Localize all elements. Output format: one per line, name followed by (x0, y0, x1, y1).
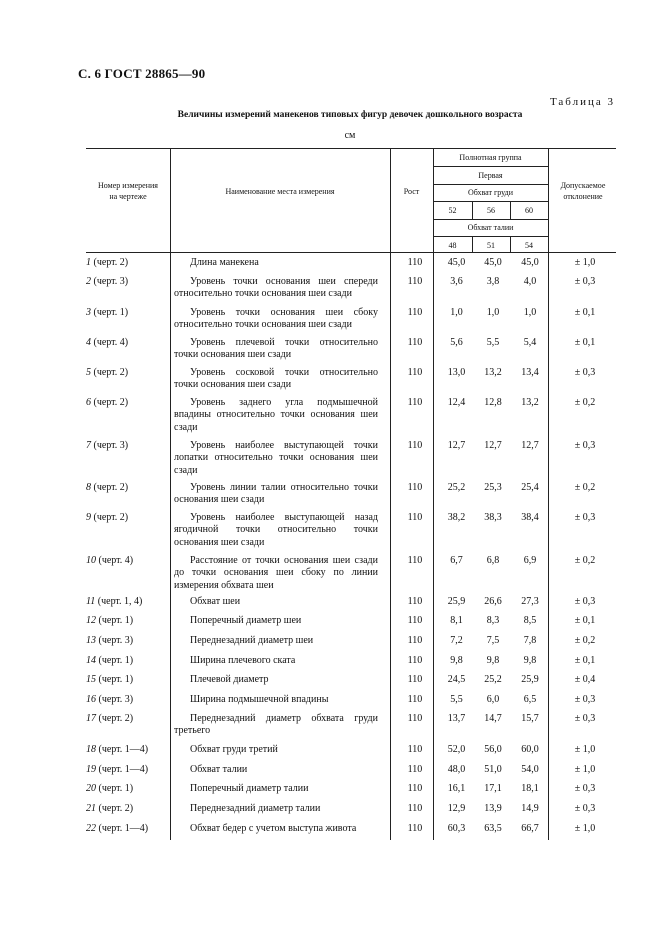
row-number: 2 (черт. 3) (86, 276, 129, 287)
column-divider (390, 148, 391, 252)
row-name: Уровень точки основания шеи спереди относительно точки основания шеи сзади (174, 276, 378, 300)
row-deviation: ± 0,2 (574, 635, 596, 646)
row-height: 110 (407, 655, 423, 666)
row-number: 14 (черт. 1) (86, 655, 134, 666)
row-value: 12,4 (447, 397, 466, 408)
header-rule (433, 236, 548, 237)
row-value: 1,0 (486, 307, 500, 318)
row-name: Поперечный диаметр шеи (190, 615, 302, 626)
row-value: 3,6 (450, 276, 463, 287)
row-height: 110 (407, 337, 423, 348)
row-number: 7 (черт. 3) (86, 440, 129, 451)
row-name: Обхват талии (190, 764, 248, 775)
row-value: 15,7 (521, 713, 539, 724)
row-deviation: ± 0,2 (574, 397, 596, 408)
row-number: 20 (черт. 1) (86, 783, 134, 794)
row-height: 110 (407, 307, 423, 318)
row-height: 110 (407, 674, 423, 685)
row-number: 10 (черт. 4) (86, 555, 134, 566)
header-waist-48: 48 (448, 241, 457, 250)
row-height: 110 (407, 803, 423, 814)
row-name: Длина манекена (190, 257, 259, 268)
row-value: 25,9 (447, 596, 466, 607)
row-name: Расстояние от точки основания шеи сзади до точки основания шеи сбоку по линии измерения обхвата шеи (174, 555, 378, 591)
row-value: 14,7 (484, 713, 502, 724)
header-rule (433, 201, 548, 202)
row-value: 12,8 (484, 397, 502, 408)
row-value: 12,7 (447, 440, 466, 451)
row-value: 45,0 (447, 257, 466, 268)
row-number: 12 (черт. 1) (86, 615, 134, 626)
header-first: Первая (478, 171, 503, 180)
row-value: 27,3 (521, 596, 539, 607)
row-number: 15 (черт. 1) (86, 674, 134, 685)
row-value: 24,5 (447, 674, 466, 685)
row-height: 110 (407, 694, 423, 705)
row-number: 1 (черт. 2) (86, 257, 129, 268)
row-value: 12,7 (521, 440, 539, 451)
row-number: 18 (черт. 1—4) (86, 744, 149, 755)
row-height: 110 (407, 397, 423, 408)
row-value: 6,7 (450, 555, 463, 566)
table-top-rule (86, 148, 616, 149)
row-height: 110 (407, 482, 423, 493)
row-value: 3,8 (486, 276, 500, 287)
table-title: Величины измерений манекенов типовых фигур девочек дошкольного возраста (177, 110, 523, 120)
row-value: 38,4 (521, 512, 539, 523)
row-height: 110 (407, 367, 423, 378)
row-deviation: ± 0,1 (574, 307, 596, 318)
header-waist-54: 54 (525, 241, 533, 250)
row-value: 48,0 (447, 764, 466, 775)
row-value: 38,3 (484, 512, 502, 523)
row-name: Переднезадний диаметр талии (190, 803, 321, 814)
row-height: 110 (407, 555, 423, 566)
row-number: 5 (черт. 2) (86, 367, 129, 378)
row-height: 110 (407, 783, 423, 794)
row-name: Уровень сосковой точки относительно точки основания шеи сзади (174, 367, 378, 391)
row-value: 5,5 (450, 694, 463, 705)
header-waist-girth: Обхват талии (467, 223, 514, 232)
row-value: 1,0 (450, 307, 463, 318)
row-number: 3 (черт. 1) (86, 307, 129, 318)
row-value: 9,8 (523, 655, 537, 666)
row-number: 13 (черт. 3) (86, 635, 134, 646)
row-name: Уровень наиболее выступающей назад ягодичной точки относительно точки основания шеи сзади (174, 512, 378, 548)
row-height: 110 (407, 615, 423, 626)
row-deviation: ± 1,0 (574, 257, 596, 268)
column-divider (433, 148, 434, 252)
row-value: 8,5 (523, 615, 537, 626)
row-value: 5,6 (450, 337, 463, 348)
row-height: 110 (407, 276, 423, 287)
row-value: 60,0 (521, 744, 539, 755)
row-value: 13,0 (447, 367, 466, 378)
row-name: Обхват шеи (190, 596, 241, 607)
row-name: Поперечный диаметр талии (190, 783, 309, 794)
row-value: 6,0 (486, 694, 500, 705)
row-number: 8 (черт. 2) (86, 482, 129, 493)
row-height: 110 (407, 823, 423, 834)
row-number: 9 (черт. 2) (86, 512, 129, 523)
row-number: 17 (черт. 2) (86, 713, 134, 724)
column-divider (170, 252, 171, 840)
table-label: Таблица 3 (549, 96, 615, 108)
row-number: 22 (черт. 1—4) (86, 823, 149, 834)
row-number: 6 (черт. 2) (86, 397, 129, 408)
row-value: 52,0 (447, 744, 466, 755)
row-value: 25,2 (447, 482, 466, 493)
row-deviation: ± 0,3 (574, 440, 596, 451)
column-divider (170, 148, 171, 252)
row-value: 13,7 (447, 713, 466, 724)
header-rule (433, 166, 548, 167)
row-value: 9,8 (486, 655, 500, 666)
header-deviation: Допускаемое отклонение (560, 181, 606, 201)
row-value: 5,5 (486, 337, 500, 348)
unit-label: см (344, 130, 356, 141)
row-name: Обхват груди третий (190, 744, 278, 755)
page-header: С. 6 ГОСТ 28865—90 (78, 66, 206, 81)
header-rule (433, 219, 548, 220)
row-value: 60,3 (447, 823, 466, 834)
row-value: 51,0 (484, 764, 502, 775)
row-value: 1,0 (523, 307, 537, 318)
row-number: 11 (черт. 1, 4) (86, 596, 143, 607)
row-value: 7,2 (450, 635, 463, 646)
row-deviation: ± 0,3 (574, 512, 596, 523)
row-value: 8,3 (486, 615, 500, 626)
row-name: Уровень заднего угла подмышечной впадины относительно точки основания шеи сзади (174, 397, 378, 433)
row-deviation: ± 0,3 (574, 596, 596, 607)
header-waist-51: 51 (487, 241, 495, 250)
row-name: Плечевой диаметр (190, 674, 269, 685)
row-deviation: ± 0,1 (574, 655, 596, 666)
row-value: 38,2 (447, 512, 466, 523)
row-value: 6,8 (486, 555, 500, 566)
row-number: 21 (черт. 2) (86, 803, 134, 814)
row-name: Обхват бедер с учетом выступа живота (190, 823, 357, 834)
row-deviation: ± 0,3 (574, 713, 596, 724)
row-value: 13,4 (521, 367, 539, 378)
row-deviation: ± 0,3 (574, 276, 596, 287)
row-deviation: ± 1,0 (574, 744, 596, 755)
row-deviation: ± 0,2 (574, 555, 596, 566)
row-value: 6,5 (523, 694, 537, 705)
row-deviation: ± 0,2 (574, 482, 596, 493)
row-height: 110 (407, 713, 423, 724)
row-value: 13,2 (521, 397, 539, 408)
row-deviation: ± 0,3 (574, 694, 596, 705)
row-value: 5,4 (523, 337, 537, 348)
header-height: Рост (403, 187, 420, 196)
row-height: 110 (407, 440, 423, 451)
row-number: 4 (черт. 4) (86, 337, 129, 348)
row-value: 45,0 (521, 257, 539, 268)
header-chest-60: 60 (525, 206, 533, 215)
header-bottom-rule (86, 252, 616, 253)
row-value: 4,0 (523, 276, 537, 287)
row-value: 12,9 (447, 803, 466, 814)
row-value: 54,0 (521, 764, 539, 775)
row-height: 110 (407, 744, 423, 755)
row-value: 45,0 (484, 257, 502, 268)
row-name: Переднезадний диаметр обхвата груди третьего (174, 713, 378, 737)
row-value: 56,0 (484, 744, 502, 755)
header-chest-52: 52 (448, 206, 457, 215)
row-name: Уровень линии талии относительно точки основания шеи сзади (174, 482, 378, 506)
header-chest-girth: Обхват груди (467, 188, 514, 197)
row-deviation: ± 0,1 (574, 337, 596, 348)
header-chest-56: 56 (487, 206, 495, 215)
row-height: 110 (407, 635, 423, 646)
row-value: 7,5 (486, 635, 500, 646)
row-deviation: ± 1,0 (574, 764, 596, 775)
row-value: 17,1 (484, 783, 502, 794)
header-name: Наименование места измерения (225, 187, 335, 196)
row-value: 7,8 (523, 635, 537, 646)
row-value: 16,1 (447, 783, 466, 794)
row-name: Ширина подмышечной впадины (190, 694, 329, 705)
row-value: 12,7 (484, 440, 502, 451)
row-deviation: ± 0,3 (574, 367, 596, 378)
row-value: 26,6 (484, 596, 502, 607)
row-value: 13,2 (484, 367, 502, 378)
row-deviation: ± 0,1 (574, 615, 596, 626)
row-name: Уровень наиболее выступающей точки лопатки относительно точки основания шеи сзади (174, 440, 378, 476)
row-value: 13,9 (484, 803, 502, 814)
row-name: Переднезадний диаметр шеи (190, 635, 314, 646)
row-deviation: ± 0,4 (574, 674, 596, 685)
row-number: 19 (черт. 1—4) (86, 764, 149, 775)
row-name: Уровень плечевой точки относительно точки основания шеи сзади (174, 337, 378, 361)
row-value: 25,3 (484, 482, 502, 493)
row-value: 66,7 (521, 823, 539, 834)
row-number: 16 (черт. 3) (86, 694, 134, 705)
row-value: 25,9 (521, 674, 539, 685)
row-height: 110 (407, 596, 423, 607)
row-deviation: ± 0,3 (574, 783, 596, 794)
row-value: 18,1 (521, 783, 539, 794)
header-rule (433, 184, 548, 185)
row-value: 14,9 (521, 803, 539, 814)
row-name: Уровень точки основания шеи сбоку относительно точки основания шеи сзади (174, 307, 378, 331)
row-deviation: ± 0,3 (574, 803, 596, 814)
row-value: 25,4 (521, 482, 539, 493)
row-height: 110 (407, 512, 423, 523)
header-fullness-group: Полнотная группа (459, 153, 522, 162)
row-value: 6,9 (523, 555, 537, 566)
row-value: 9,8 (450, 655, 463, 666)
row-deviation: ± 1,0 (574, 823, 596, 834)
row-name: Ширина плечевого ската (190, 655, 296, 666)
row-value: 63,5 (484, 823, 502, 834)
row-height: 110 (407, 764, 423, 775)
header-number: Номер измерения на чертеже (98, 181, 158, 201)
row-height: 110 (407, 257, 423, 268)
row-value: 8,1 (450, 615, 463, 626)
row-value: 25,2 (484, 674, 502, 685)
